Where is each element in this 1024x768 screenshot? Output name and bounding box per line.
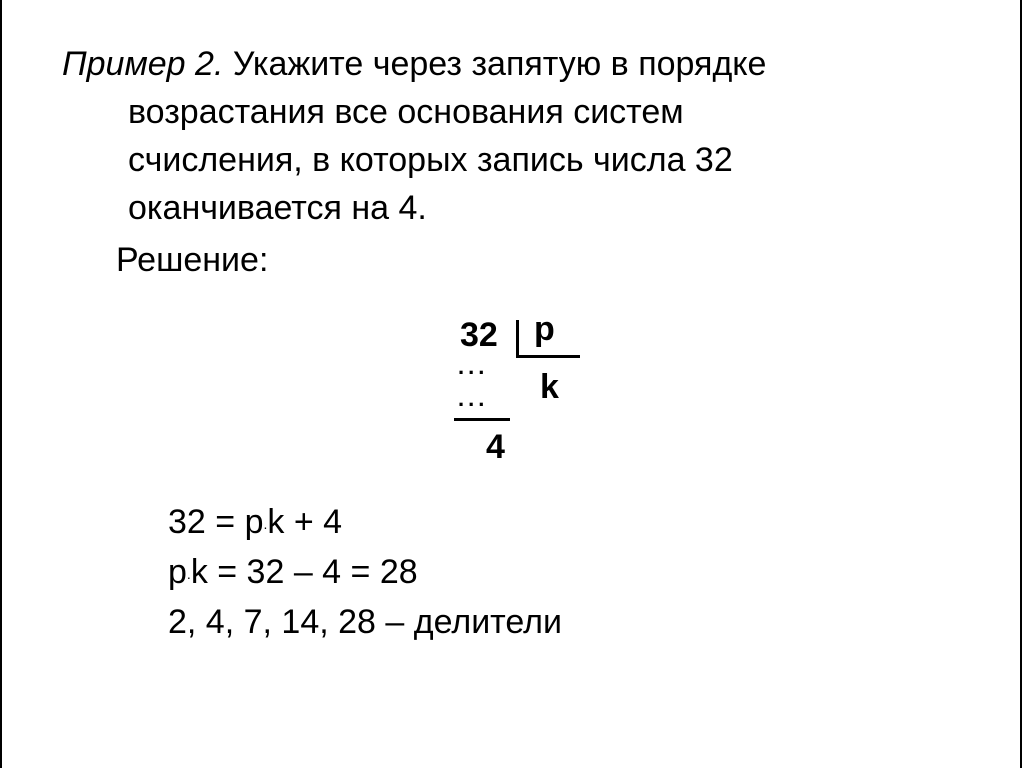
division-horizontal-bar [516,355,580,358]
equation-1-right: k + 4 [267,503,343,541]
equations-block [168,498,562,646]
problem-text-1: Укажите через запятую в порядке [232,45,767,83]
equation-3-divisors: 2, 4, 7, 14, 28 – делители [168,603,562,641]
problem-line-2: возрастания все основания систем [128,93,684,131]
division-quotient: k [540,368,559,406]
problem-line-3: счисления, в которых запись числа 32 [128,141,733,179]
problem-line-1 [62,40,922,88]
equation-1-left: 32 = p [168,503,264,541]
slide-border-right [1020,0,1022,768]
division-subtraction-line [454,418,510,421]
slide-border-left [0,0,2,768]
equation-1 [168,498,562,548]
equation-2-left: p [168,553,187,591]
division-dividend: 32 [460,316,498,354]
division-dots-1: ... [458,354,489,379]
multiplication-dot: . [186,566,191,582]
problem-statement [62,40,922,232]
division-divisor: p [534,310,555,348]
equation-2-right: k = 32 – 4 = 28 [190,553,418,591]
problem-label: Пример 2. [62,45,224,83]
division-dots-2: ... [458,386,489,411]
equation-2 [168,548,562,598]
division-remainder: 4 [486,428,505,466]
multiplication-dot: . [263,516,268,532]
division-vertical-bar [516,320,519,356]
problem-line-4: оканчивается на 4. [128,189,427,227]
long-division-diagram [440,300,620,480]
solution-heading: Решение: [116,241,269,279]
